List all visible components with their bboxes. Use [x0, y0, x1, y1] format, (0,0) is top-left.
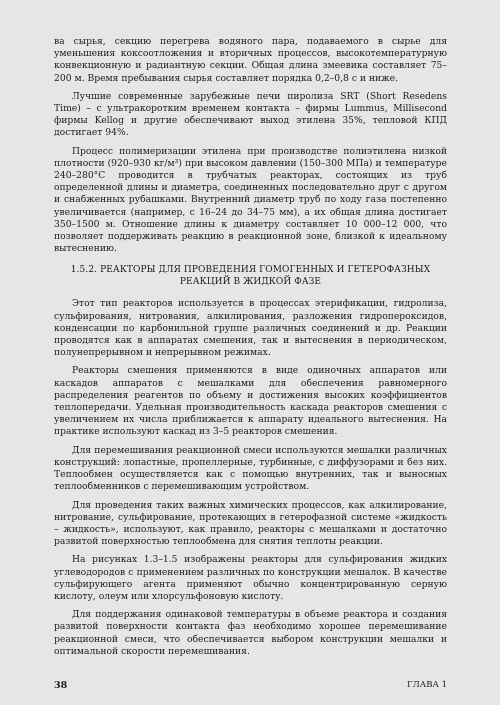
section-heading: 1.5.2. РЕАКТОРЫ ДЛЯ ПРОВЕДЕНИЯ ГОМОГЕННЫХ И ГЕТЕРОФАЗНЫХ РЕАКЦИЙ В ЖИДКОЙ ФАЗЕ [70, 265, 431, 287]
paragraph: На рисунках 1.3–1.5 изображены реакторы для сульфирования жидких углеводородов с применением различных по конструкции мешалок. В качестве сульфирующего агента применяют обычно концентрированную серную кислоту, олеум или хлорсульфоновую кислоту. [54, 554, 447, 602]
paragraph: Этот тип реакторов используется в процессах этерификации, гидролиза, сульфирования, нитрования, алкилирования, разложения гидропероксидов, конденсации по карбонильной группе различных соединений и др. Реакции проводятся как в аппаратах смешения, так и вытеснения в периодическом, полунепрерывном и непрерывном режимах. [54, 298, 447, 359]
chapter-label: ГЛАВА 1 [407, 680, 447, 690]
paragraph: ва сырья, секцию перегрева водяного пара, подаваемого в сырье для уменьшения коксоотложения и вторичных процессов, высокотемпературную конвекционную и радиантную секции. Общая длина змеевика составляет 75–200 м. Время пребывания сырья составляет порядка 0,2–0,8 с и ниже. [54, 36, 447, 84]
paragraph: Реакторы смешения применяются в виде одиночных аппаратов или каскадов аппаратов с мешалками для обеспечения равномерного распределения реагентов по объему и достижения высоких коэффициентов теплопередачи. Удельная производительность каскада реакторов смешения с увеличением их числа приближается к аппарату идеального вытеснения. На практике используют каскад из 3–5 реакторов смешения. [54, 365, 447, 438]
paragraph: Процесс полимеризации этилена при производстве полиэтилена низкой плотности (920–930 кг/м³) при высоком давлении (150–300 МПа) и температуре 240–280°С проводится в трубчатых реакторах, состоящих из труб определенной длины и диаметра, соединенных последовательно друг с другом и снабженных рубашками. Внутренний диаметр труб по ходу газа постепенно увеличивается (например, с 16–24 до 34–75 мм), а их общая длина достигает 350–1500 м. Отношение длины к диаметру составляет 10 000–12 000, что позволяет поддерживать реакцию в реакционной зоне, близкой к идеальному вытеснению. [54, 145, 447, 255]
page-number: 38 [54, 680, 68, 691]
paragraph: Для поддержания одинаковой температуры в объеме реактора и создания развитой поверхности контакта фаз необходимо хорошее перемешивание реакционной смеси, что обеспечивается выбором конструкции мешалки и оптимальной скорости перемешивания. [54, 609, 447, 657]
paragraph: Лучшие современные зарубежные печи пиролиза SRT (Short Resedens Time) – с ультракоротким временем контакта – фирмы Lummus, Millisecond фирмы Kellog и другие обеспечивают выход этилена 35%, тепловой КПД достигает 94%. [54, 90, 447, 139]
paragraph: Для перемешивания реакционной смеси используются мешалки различных конструкций: лопастные, пропеллерные, турбинные, с диффузорами и без них. Теплообмен осуществляется как с помощью внутренних, так и выносных теплообменников с перемешивающим устройством. [54, 444, 447, 493]
paragraph: Для проведения таких важных химических процессов, как алкилирование, нитрование, сульфирование, протекающих в гетерофазной системе «жидкость – жидкость», используют, как правило, реакторы с мешалками и достаточно развитой поверхностью теплообмена для снятия теплоты реакции. [54, 499, 447, 548]
body-text [54, 36, 447, 664]
